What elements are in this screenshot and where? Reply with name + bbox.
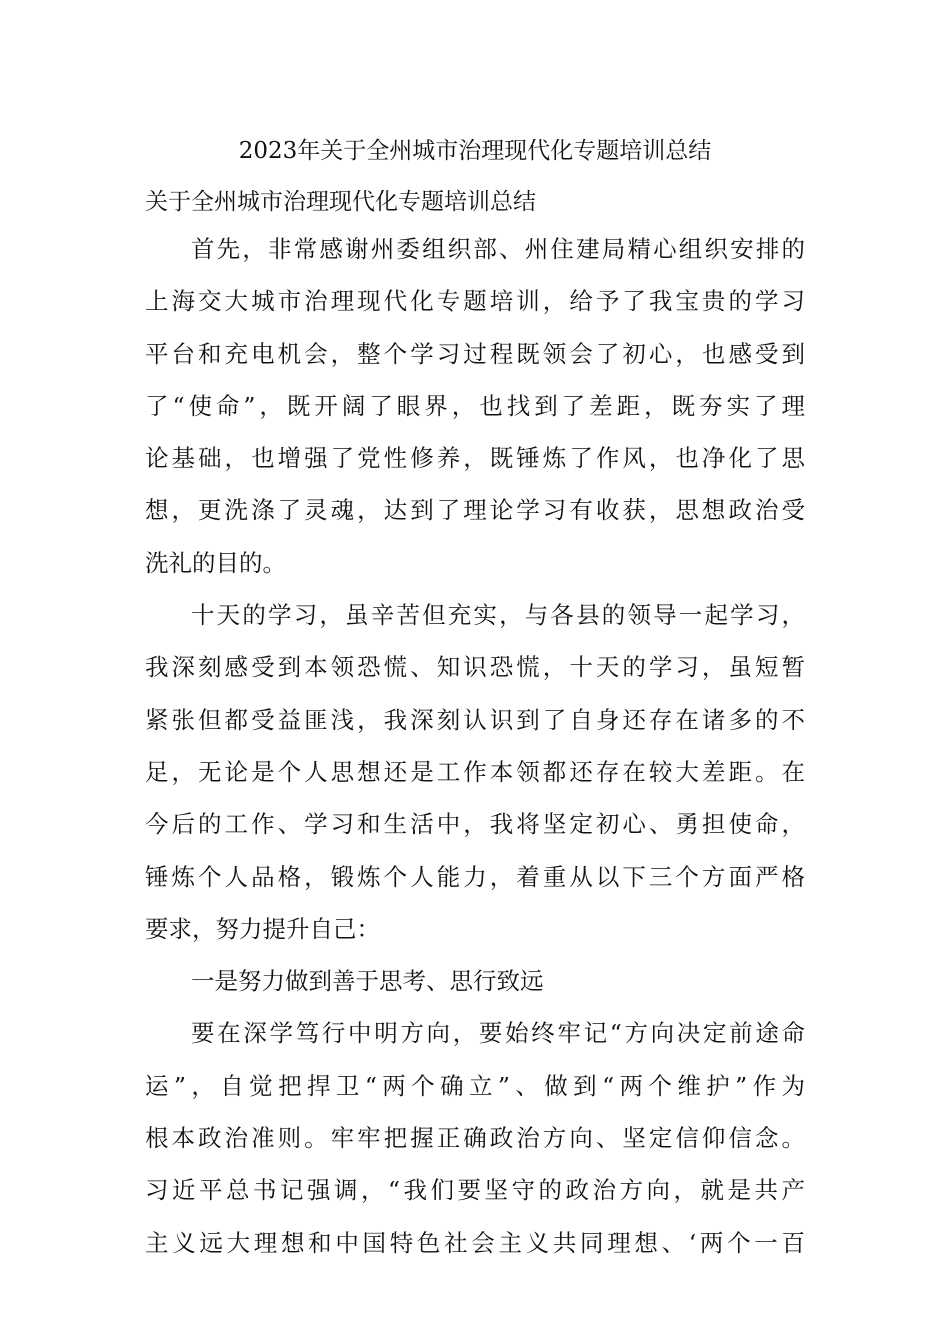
text-line: 运”，自觉把捍卫“两个确立”、做到“两个维护”作为 (145, 1071, 805, 1100)
text-line: 论基础，也增强了党性修养，既锤炼了作风，也净化了思 (145, 444, 805, 473)
text-line: 足，无论是个人思想还是工作本领都还存在较大差距。在 (145, 757, 805, 786)
document-title: 2023年关于全州城市治理现代化专题培训总结 (238, 138, 712, 164)
text-line: 锤炼个人品格，锻炼个人能力，着重从以下三个方面严格 (145, 862, 805, 891)
text-line: 十天的学习，虽辛苦但充实，与各县的领导一起学习， (191, 601, 805, 630)
text-line: 要求，努力提升自己： (145, 914, 380, 943)
document-body (145, 229, 805, 1275)
text-line: 紧张但都受益匪浅，我深刻认识到了自身还存在诸多的不 (145, 705, 805, 734)
text-line: 想，更洗涤了灵魂，达到了理论学习有收获，思想政治受 (145, 496, 805, 525)
text-line: 主义远大理想和中国特色社会主义共同理想、‘两个一百 (145, 1228, 805, 1257)
document-subtitle: 关于全州城市治理现代化专题培训总结 (145, 189, 536, 215)
text-line: 今后的工作、学习和生活中，我将坚定初心、勇担使命， (145, 810, 805, 839)
text-line: 首先，非常感谢州委组织部、州住建局精心组织安排的 (191, 235, 805, 263)
text-line: 了“使命”，既开阔了眼界，也找到了差距，既夯实了理 (145, 391, 805, 420)
text-line: 平台和充电机会，整个学习过程既领会了初心，也感受到 (145, 339, 805, 368)
section-heading: 一是努力做到善于思考、思行致远 (191, 967, 544, 996)
text-line: 根本政治准则。牢牢把握正确政治方向、坚定信仰信念。 (145, 1124, 805, 1153)
text-line: 我深刻感受到本领恐慌、知识恐慌，十天的学习，虽短暂 (145, 653, 805, 682)
text-line: 习近平总书记强调，“我们要坚守的政治方向，就是共产 (145, 1176, 805, 1205)
text-line: 洗礼的目的。 (145, 548, 286, 577)
text-line: 上海交大城市治理现代化专题培训，给予了我宝贵的学习 (145, 287, 805, 316)
text-line: 要在深学笃行中明方向，要始终牢记“方向决定前途命 (191, 1019, 805, 1048)
